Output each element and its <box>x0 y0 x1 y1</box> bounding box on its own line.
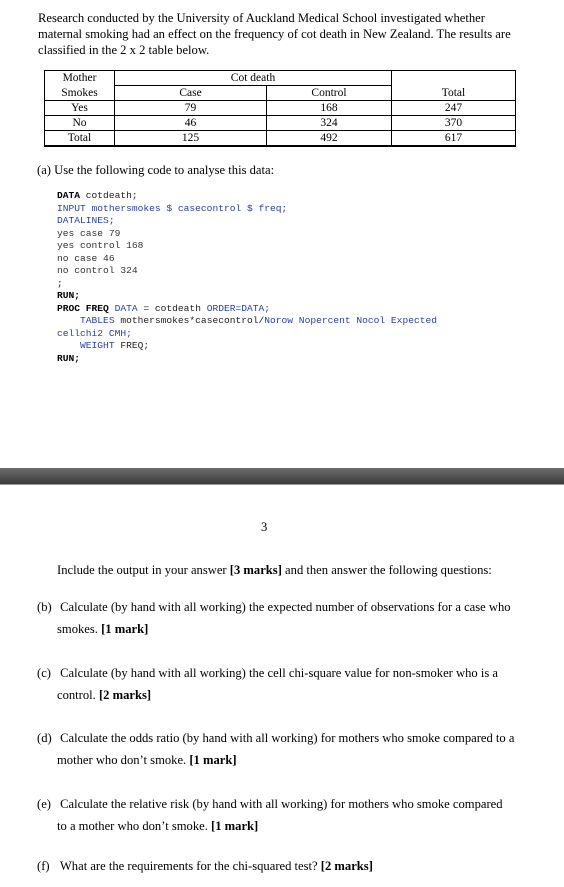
code-datalines: DATALINES; <box>57 215 115 226</box>
row-label: No <box>45 116 115 131</box>
page-separator <box>0 468 564 484</box>
question-marks: [1 mark] <box>101 622 149 636</box>
question-line2: mother who don’t smoke. <box>57 753 190 767</box>
col-header-control: Control <box>267 86 392 101</box>
question-marks: [2 marks] <box>320 859 373 873</box>
question-b <box>37 596 527 640</box>
question-line2: smokes. <box>57 622 102 636</box>
row-header-mother: Mother <box>45 71 115 86</box>
question-line2: control. <box>57 688 99 702</box>
code-text: FREQ; <box>114 340 150 351</box>
include-marks: [3 marks] <box>229 563 282 577</box>
row-label: Yes <box>45 101 115 116</box>
include-text-end: and then answer the following questions: <box>281 563 492 577</box>
code-run: RUN; <box>57 290 81 301</box>
cell-case: 46 <box>115 116 267 131</box>
question-label: (b) <box>37 600 52 614</box>
code-keyword: TABLES <box>80 315 115 326</box>
question-line1: Calculate (by hand with all working) the expected number of observations for a case who <box>60 600 511 614</box>
code-data-row: no case 46 <box>57 252 115 264</box>
group-header-cot-death: Cot death <box>115 71 392 86</box>
question-f <box>37 855 527 877</box>
code-option: ORDER=DATA; <box>206 302 271 314</box>
question-label: (e) <box>37 797 51 811</box>
page-separator-line <box>0 484 564 485</box>
col-header-case: Case <box>115 86 267 101</box>
total-header-blank <box>392 71 516 86</box>
cell-total: 370 <box>392 116 516 131</box>
code-keyword: PROC FREQ <box>57 302 109 314</box>
code-run: RUN; <box>57 352 81 364</box>
question-line1: Calculate the relative risk (by hand with all working) for mothers who smoke compared <box>60 797 503 811</box>
cell-case: 125 <box>115 131 267 147</box>
contingency-table <box>44 70 516 147</box>
question-label: (f) <box>37 859 50 873</box>
code-keyword: DATA <box>57 190 81 201</box>
cell-total: 617 <box>392 131 516 147</box>
code-text: cotdeath; <box>80 190 138 201</box>
code-keyword: WEIGHT <box>80 340 115 351</box>
cell-case: 79 <box>115 101 267 116</box>
question-line1: Calculate (by hand with all working) the cell chi-square value for non-smoker who is a <box>60 666 499 680</box>
question-label: (d) <box>37 731 52 745</box>
cell-control: 168 <box>267 101 392 116</box>
code-option: Norow Nopercent Nocol Expected <box>264 315 437 326</box>
contingency-table-wrap <box>44 70 515 147</box>
row-header-smokes: Smokes <box>45 86 115 101</box>
intro-paragraph: Research conducted by the University of Auckland Medical School investigated whether maternal smoking had an effect on the frequency of cot death in New Zealand. The results are classified in the 2 x 2 table below. <box>38 11 511 57</box>
question-c <box>37 662 527 706</box>
cell-control: 492 <box>267 131 392 147</box>
code-data-row: yes case 79 <box>57 227 121 239</box>
code-data-row: yes control 168 <box>57 240 144 251</box>
code-option: cellchi2 CMH; <box>57 327 132 339</box>
col-header-total: Total <box>392 86 516 101</box>
page-number: 3 <box>261 520 268 534</box>
cell-control: 324 <box>267 116 392 131</box>
row-label: Total <box>45 131 115 147</box>
question-e <box>37 793 527 837</box>
question-d <box>37 727 527 771</box>
question-line1: Calculate the odds ratio (by hand with all working) for mothers who smoke compared to a <box>60 731 515 745</box>
code-keyword: DATA <box>108 302 138 314</box>
code-text: = cotdeath <box>137 302 207 314</box>
code-text: mothersmokes*casecontrol/ <box>114 315 265 326</box>
code-input-line: INPUT mothersmokes $ casecontrol $ freq; <box>57 202 288 214</box>
include-instruction <box>57 563 492 578</box>
cell-total: 247 <box>392 101 516 116</box>
question-a: (a) Use the following code to analyse this data: <box>37 163 275 177</box>
question-marks: [1 mark] <box>189 753 237 767</box>
include-text: Include the output in your answer <box>57 563 230 577</box>
code-data-row: no control 324 <box>57 265 138 276</box>
code-semicolon: ; <box>57 277 63 289</box>
question-label: (c) <box>37 666 51 680</box>
question-marks: [2 marks] <box>98 688 152 702</box>
sas-code-block <box>57 190 437 365</box>
question-line1: What are the requirements for the chi-squared test? <box>59 859 321 873</box>
question-marks: [1 mark] <box>211 819 259 833</box>
question-line2: to a mother who don’t smoke. <box>57 819 212 833</box>
